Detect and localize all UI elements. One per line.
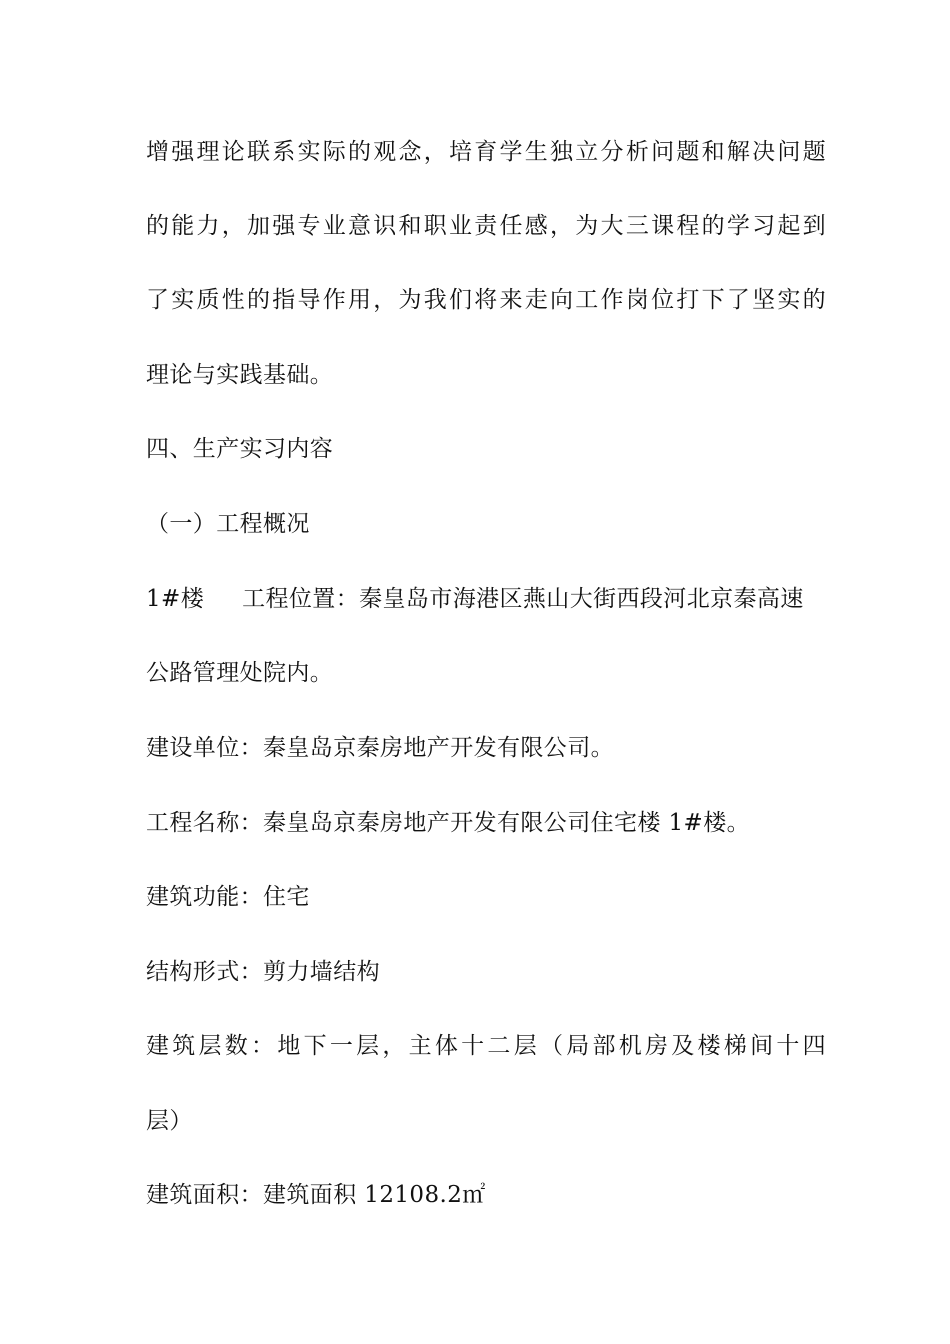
paragraph-line-1: 增强理论联系实际的观念，培育学生独立分析问题和解决问题 [146, 139, 826, 165]
building-label: 1#楼 [146, 586, 205, 612]
item-floor-count: 建筑层数：地下一层，主体十二层（局部机房及楼梯间十四 [146, 1033, 826, 1059]
paragraph-line-2: 的能力，加强专业意识和职业责任感，为大三课程的学习起到 [146, 213, 826, 239]
subsection-heading: （一）工程概况 [146, 511, 310, 537]
item-building-area: 建筑面积：建筑面积 12108.2㎡ [146, 1182, 486, 1208]
item-building-function: 建筑功能：住宅 [146, 884, 310, 910]
building-location-continued: 公路管理处院内。 [146, 660, 334, 686]
paragraph-line-4: 理论与实践基础。 [146, 362, 334, 388]
section-heading: 四、生产实习内容 [146, 436, 334, 462]
building-location: 工程位置：秦皇岛市海港区燕山大街西段河北京秦高速 [242, 586, 804, 612]
item-floor-count-continued: 层） [146, 1108, 193, 1134]
item-project-name: 工程名称：秦皇岛京秦房地产开发有限公司住宅楼 1#楼。 [146, 810, 751, 836]
item-structure-form: 结构形式：剪力墙结构 [146, 959, 380, 985]
building-location-line [146, 579, 826, 619]
paragraph-line-3: 了实质性的指导作用，为我们将来走向工作岗位打下了坚实的 [146, 287, 826, 313]
item-construction-unit: 建设单位：秦皇岛京秦房地产开发有限公司。 [146, 735, 614, 761]
